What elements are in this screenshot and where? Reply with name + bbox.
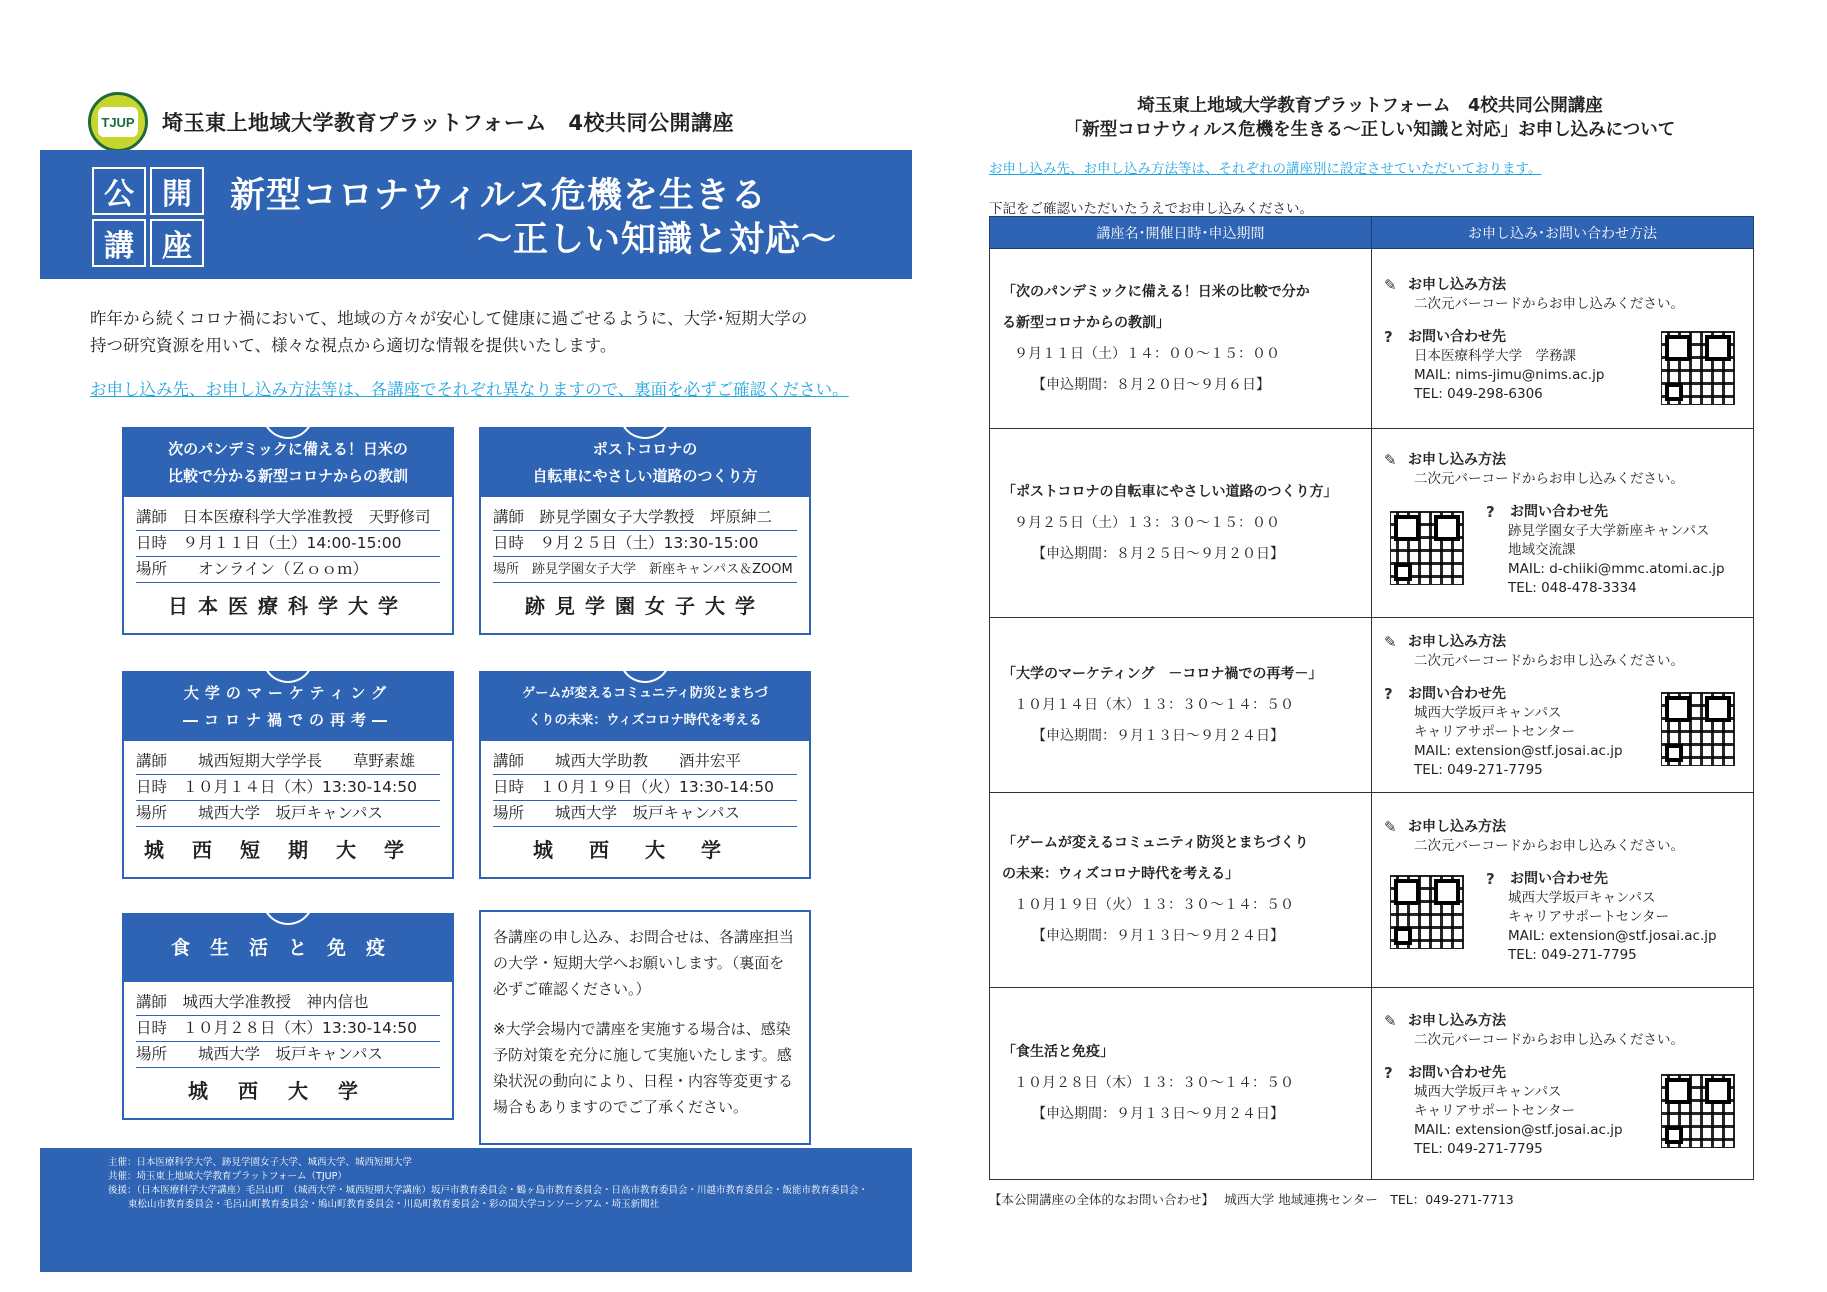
contact-org: キャリアサポートセンター xyxy=(1508,909,1670,925)
info-paragraph: 各講座の申し込み、お問合せは、各講座担当の大学・短期大学へお願いします。（裏面を必ずご確認ください。） xyxy=(493,928,794,998)
apply-label: お申し込み方法 xyxy=(1408,819,1506,835)
lecture-title: 「ポストコロナの自転車にやさしい道路のつくり方」 xyxy=(1002,483,1338,500)
lecture-title: 「食生活と免疫」 xyxy=(1002,1044,1114,1060)
inquiry-heading xyxy=(1486,502,1743,522)
card-university: 城西大学 xyxy=(188,1079,388,1103)
apply-text: 二次元バーコードからお申し込みください。 xyxy=(1414,471,1684,487)
lecture-date: ９月１１日（土）１４：００～１５：００ xyxy=(1014,345,1280,362)
inquiry-label: お問い合わせ先 xyxy=(1408,329,1506,345)
contact-cell xyxy=(1372,988,1754,1180)
table-row xyxy=(990,429,1754,618)
confirm-text: 下記をご確認いただいたうえでお申し込みください。 xyxy=(989,201,1313,217)
pen-icon: ✎ xyxy=(1384,276,1397,294)
card-place: 場所 跡見学園女子大学 新座キャンパス＆ZOOM xyxy=(493,557,797,583)
card-date: 日時 １０月１９日（火）13:30-14:50 xyxy=(493,775,797,801)
lecture-date: ９月２５日（土）１３：３０～１５：００ xyxy=(1014,514,1280,531)
card-place: 場所 城西大学 坂戸キャンパス xyxy=(136,801,440,827)
table-row xyxy=(990,793,1754,988)
org-header xyxy=(88,92,734,152)
card-university: 城西短期大学 xyxy=(144,838,432,862)
card-place: 場所 城西大学 坂戸キャンパス xyxy=(493,801,797,827)
table-header-cell: 講座名･開催日時･申込期間 xyxy=(990,217,1372,249)
card-title-line: 自転車にやさしい道路のつくり方 xyxy=(532,467,758,485)
contact-org: 城西大学坂戸キャンパス xyxy=(1508,890,1656,906)
card-lecturer: 講師 城西大学准教授 神内信也 xyxy=(136,990,440,1016)
contact-mail[interactable]: MAIL: extension@stf.josai.ac.jp xyxy=(1414,1121,1623,1138)
inquiry-label: お問い合わせ先 xyxy=(1510,504,1608,520)
card-title-line: 食生活と免疫 xyxy=(170,937,405,959)
apply-heading xyxy=(1384,817,1743,837)
lecture-card xyxy=(122,913,454,1120)
kanji-cell: 座 xyxy=(150,219,204,267)
lecture-card xyxy=(122,427,454,635)
flyer-front-page xyxy=(0,0,913,1292)
kanji-grid xyxy=(92,167,204,265)
contact-mail[interactable]: MAIL: nims-jimu@nims.ac.jp xyxy=(1414,367,1605,383)
page-subtitle: 「新型コロナウィルス危機を生きる～正しい知識と対応」お申し込みについて xyxy=(1064,120,1676,140)
lecture-title: る新型コロナからの教訓」 xyxy=(1002,314,1170,331)
card-header xyxy=(124,673,452,741)
general-inquiry-footer: 【本公開講座の全体的なお問い合わせ】 城西大学 地域連携センター TEL：049-271-7713 xyxy=(989,1192,1514,1207)
card-header xyxy=(124,429,452,497)
table-row xyxy=(990,988,1754,1180)
pen-icon: ✎ xyxy=(1384,818,1397,836)
contact-cell xyxy=(1372,618,1754,793)
qr-code-icon[interactable] xyxy=(1661,1074,1735,1148)
apply-heading xyxy=(1384,1011,1743,1031)
card-notch xyxy=(262,899,314,925)
contact-org: キャリアサポートセンター xyxy=(1414,724,1576,740)
card-lecturer: 講師 城西大学助教 酒井宏平 xyxy=(493,749,797,775)
sponsor-line: 後援：（日本医療科学大学講座）毛呂山町 （城西大学・城西短期大学講座）坂戸市教育委員会・鶴ヶ島市教育委員会・日高市教育委員会・川越市教育委員会・飯能市教育委員会・ xyxy=(108,1185,869,1196)
inquiry-label: お問い合わせ先 xyxy=(1510,871,1608,887)
card-title-line: 大学のマーケティング xyxy=(183,684,393,702)
card-title-line: くりの未来：ウィズコロナ時代を考える xyxy=(528,713,762,728)
lecture-title: 「次のパンデミックに備える！日米の比較で分か xyxy=(1002,283,1310,300)
contact-org: 地域交流課 xyxy=(1508,542,1576,558)
contact-cell xyxy=(1372,429,1754,618)
hero-subtitle: ～正しい知識と対応～ xyxy=(477,220,838,260)
apply-text: 二次元バーコードからお申し込みください。 xyxy=(1414,1031,1684,1048)
card-title-line: ゲームが変えるコミュニティ防災とまちづ xyxy=(522,686,768,701)
lecture-table xyxy=(989,216,1754,1180)
apply-heading xyxy=(1384,275,1743,295)
table-row xyxy=(990,249,1754,429)
card-date: 日時 １０月１４日（木）13:30-14:50 xyxy=(136,775,440,801)
contact-mail[interactable]: MAIL: extension@stf.josai.ac.jp xyxy=(1508,928,1717,944)
lecture-date: １０月２８日（木）１３：３０～１４：５０ xyxy=(1014,1075,1294,1091)
card-body xyxy=(124,497,452,633)
page-title: 埼玉東上地域大学教育プラットフォーム 4校共同公開講座 xyxy=(1137,96,1603,116)
kanji-cell: 開 xyxy=(150,167,204,215)
contact-org: 跡見学園女子大学新座キャンパス xyxy=(1508,523,1710,539)
lecture-cell xyxy=(990,249,1372,429)
lecture-period: 【申込期間：８月２５日～９月２０日】 xyxy=(1032,545,1284,562)
lecture-card xyxy=(122,671,454,879)
lecture-cell xyxy=(990,618,1372,793)
kanji-cell: 公 xyxy=(92,167,146,215)
contact-mail[interactable]: MAIL: d-chiiki@mmc.atomi.ac.jp xyxy=(1508,561,1725,577)
pen-icon: ✎ xyxy=(1384,451,1397,469)
card-university: 日本医療科学大学 xyxy=(168,594,408,618)
lecture-title: 「大学のマーケティング －コロナ禍での再考－」 xyxy=(1002,665,1323,682)
inquiry-heading xyxy=(1486,869,1743,889)
sponsor-line: 主催：日本医療科学大学、跡見学園女子大学、城西大学、城西短期大学 xyxy=(108,1157,413,1168)
card-university: 城西大学 xyxy=(533,838,757,862)
notice-link[interactable]: お申し込み先、お申し込み方法等は、それぞれの講座別に設定させていただいております。 xyxy=(989,161,1542,177)
qr-code-icon[interactable] xyxy=(1661,692,1735,766)
card-header xyxy=(124,915,452,982)
lecture-date: １０月１９日（火）１３：３０～１４：５０ xyxy=(1014,897,1294,913)
card-date: 日時 ９月１１日（土）14:00-15:00 xyxy=(136,531,440,557)
lecture-card xyxy=(479,427,811,635)
tjup-logo xyxy=(88,92,148,152)
lecture-title: 「ゲームが変えるコミュニティ防災とまちづくり xyxy=(1002,835,1309,851)
contact-tel: TEL: 048-478-3334 xyxy=(1508,580,1637,596)
contact-mail[interactable]: MAIL: extension@stf.josai.ac.jp xyxy=(1414,743,1623,759)
table-header-row xyxy=(990,217,1754,249)
card-title-line: 比較で分かる新型コロナからの教訓 xyxy=(167,467,408,485)
card-body xyxy=(124,982,452,1118)
card-title-line: ―コロナ禍での再考― xyxy=(182,711,393,729)
card-title-line: 次のパンデミックに備える！日米の xyxy=(168,440,408,458)
lecture-cell xyxy=(990,988,1372,1180)
card-header xyxy=(481,429,809,497)
qr-code-icon[interactable] xyxy=(1390,511,1464,585)
card-date: 日時 １０月２８日（木）13:30-14:50 xyxy=(136,1016,440,1042)
contact-tel: TEL: 049-271-7795 xyxy=(1414,762,1543,778)
apply-heading xyxy=(1384,632,1743,652)
card-place: 場所 オンライン（Ｚｏｏｍ） xyxy=(136,557,440,583)
pen-icon: ✎ xyxy=(1384,1011,1397,1030)
apply-label: お申し込み方法 xyxy=(1408,1012,1506,1029)
apply-text: 二次元バーコードからお申し込みください。 xyxy=(1414,838,1684,854)
contact-org: 日本医療科学大学 学務課 xyxy=(1414,348,1576,364)
apply-text: 二次元バーコードからお申し込みください。 xyxy=(1414,653,1684,669)
apply-heading xyxy=(1384,450,1743,470)
intro-line: 昨年から続くコロナ禍において、地域の方々が安心して健康に過ごせるように、大学･短期大学の xyxy=(90,309,808,328)
hero-title: 新型コロナウィルス危機を生きる xyxy=(230,176,767,216)
question-icon: ? xyxy=(1486,503,1495,521)
sponsor-band xyxy=(40,1148,912,1272)
question-icon: ? xyxy=(1384,328,1393,346)
qr-code-icon[interactable] xyxy=(1661,331,1735,405)
lecture-cell xyxy=(990,793,1372,988)
lecture-period: 【申込期間：８月２０日～９月６日】 xyxy=(1032,376,1270,393)
logo-text: TJUP xyxy=(98,107,138,137)
sponsor-line: 東松山市教育委員会・毛呂山町教育委員会・鳩山町教育委員会・川島町教育委員会・彩の国大学コンソーシアム・埼玉新聞社 xyxy=(128,1199,660,1210)
qr-code-icon[interactable] xyxy=(1390,875,1464,949)
card-body xyxy=(124,741,452,877)
card-header xyxy=(481,673,809,741)
contact-org: キャリアサポートセンター xyxy=(1414,1102,1576,1119)
lecture-cell xyxy=(990,429,1372,618)
lecture-period: 【申込期間：９月１３日～９月２４日】 xyxy=(1032,1106,1284,1122)
table-row xyxy=(990,618,1754,793)
card-lecturer: 講師 日本医療科学大学准教授 天野修司 xyxy=(136,505,440,531)
card-lecturer: 講師 城西短期大学学長 草野素雄 xyxy=(136,749,440,775)
table-header-cell: お申し込み･お問い合わせ方法 xyxy=(1372,217,1754,249)
contact-cell xyxy=(1372,249,1754,429)
intro-paragraph xyxy=(90,305,850,359)
hero-banner xyxy=(40,150,912,279)
apply-label: お申し込み方法 xyxy=(1408,277,1506,293)
card-lecturer: 講師 跡見学園女子大学教授 坪原紳二 xyxy=(493,505,797,531)
lecture-title: の未来：ウィズコロナ時代を考える」 xyxy=(1002,866,1240,882)
sponsor-line: 共催：埼玉東上地域大学教育プラットフォーム（TJUP） xyxy=(108,1171,347,1182)
question-icon: ? xyxy=(1384,685,1393,703)
apply-text: 二次元バーコードからお申し込みください。 xyxy=(1414,296,1684,312)
question-icon: ? xyxy=(1486,870,1495,888)
info-paragraph: ※大学会場内で講座を実施する場合は、感染予防対策を充分に施して実施いたします。感染状況の動向により、日程・内容等変更する場合もありますのでご了承ください。 xyxy=(493,1020,794,1116)
contact-tel: TEL: 049-271-7795 xyxy=(1508,947,1637,963)
kanji-cell: 講 xyxy=(92,219,146,267)
notice-link[interactable]: お申し込み先、お申し込み方法等は、各講座でそれぞれ異なりますので、裏面を必ずご確認ください。 xyxy=(90,380,849,399)
card-body xyxy=(481,497,809,633)
info-box xyxy=(479,910,811,1145)
card-university: 跡見学園女子大学 xyxy=(525,594,765,618)
apply-label: お申し込み方法 xyxy=(1408,634,1506,650)
pen-icon: ✎ xyxy=(1384,633,1397,651)
lecture-card xyxy=(479,671,811,879)
card-place: 場所 城西大学 坂戸キャンパス xyxy=(136,1042,440,1068)
org-title: 埼玉東上地域大学教育プラットフォーム 4校共同公開講座 xyxy=(162,111,735,135)
lecture-date: １０月１４日（木）１３：３０～１４：５０ xyxy=(1014,696,1294,713)
question-icon: ? xyxy=(1384,1063,1393,1082)
inquiry-label: お問い合わせ先 xyxy=(1408,1064,1506,1081)
card-body xyxy=(481,741,809,877)
contact-tel: TEL: 049-298-6306 xyxy=(1414,386,1543,402)
contact-org: 城西大学坂戸キャンパス xyxy=(1414,705,1562,721)
apply-label: お申し込み方法 xyxy=(1408,452,1506,468)
card-title-line: ポストコロナの xyxy=(592,440,698,458)
contact-cell xyxy=(1372,793,1754,988)
lecture-period: 【申込期間：９月１３日～９月２４日】 xyxy=(1032,928,1284,944)
contact-org: 城西大学坂戸キャンパス xyxy=(1414,1083,1562,1100)
intro-line: 持つ研究資源を用いて、様々な視点から適切な情報を提供いたします。 xyxy=(90,336,617,355)
card-date: 日時 ９月２５日（土）13:30-15:00 xyxy=(493,531,797,557)
lecture-period: 【申込期間：９月１３日～９月２４日】 xyxy=(1032,727,1284,744)
flyer-back-page xyxy=(913,0,1827,1292)
inquiry-label: お問い合わせ先 xyxy=(1408,686,1506,702)
contact-tel: TEL: 049-271-7795 xyxy=(1414,1140,1543,1157)
